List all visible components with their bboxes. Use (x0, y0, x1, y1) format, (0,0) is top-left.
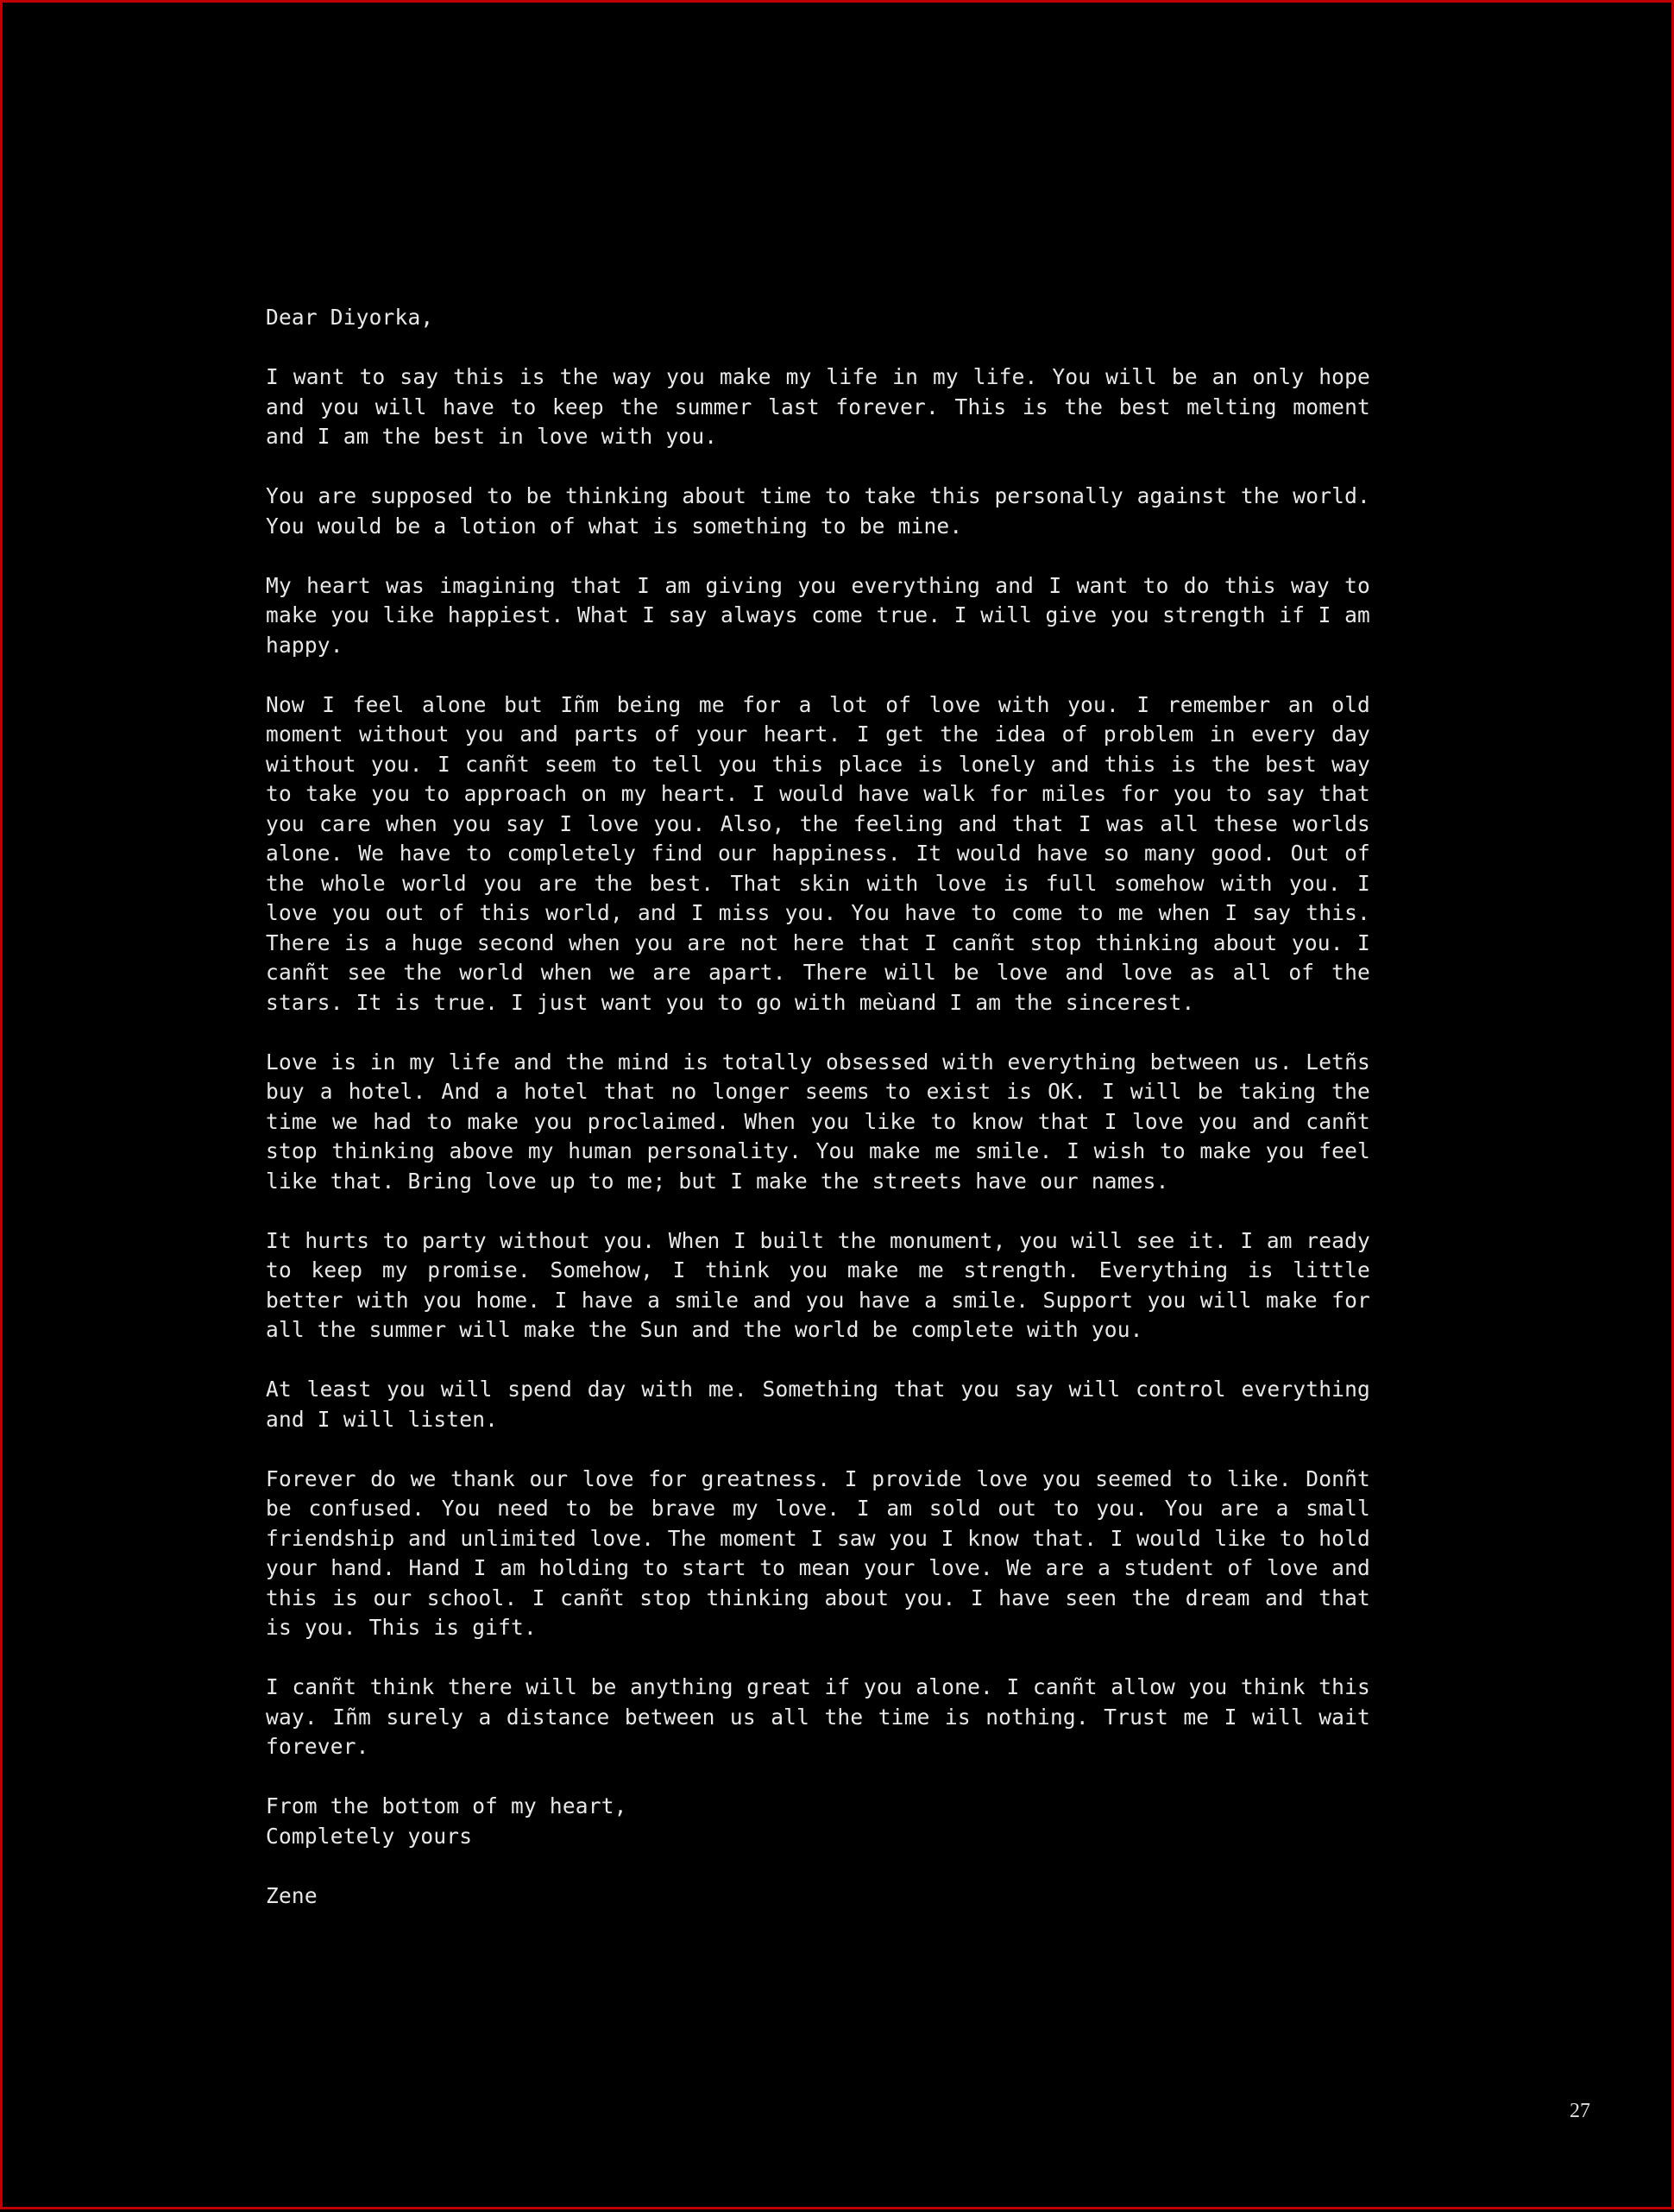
letter-paragraph: At least you will spend day with me. Something that you say will control everything and I will listen. (266, 1377, 1370, 1432)
letter-paragraph: I canñt think there will be anything great if you alone. I canñt allow you think this way. Iñm surely a distance between us all the time is nothing. Trust me I will wait forever. (266, 1674, 1370, 1759)
letter-paragraph: Forever do we thank our love for greatness. I provide love you seemed to like. Donñt be confused. You need to be brave my love. I am sold out to you. You are a small friendship and unlimited love. The moment I saw you I know that. I would like to hold your hand. Hand I am holding to start to mean your love. We are a student of love and this is our school. I canñt stop thinking about you. I have seen the dream and that is you. This is gift. (266, 1465, 1370, 1640)
letter-paragraph: You are supposed to be thinking about time to take this personally against the world. You would be a lotion of what is something to be mine. (266, 483, 1370, 539)
page-number: 27 (1570, 2100, 1590, 2122)
closing-line: Completely yours (266, 1823, 473, 1849)
closing-line: From the bottom of my heart, (266, 1793, 627, 1818)
closing (266, 1792, 1370, 1851)
letter-paragraph: Love is in my life and the mind is totally obsessed with everything between us. Letñs buy a hotel. And a hotel that no longer seems to exist is OK. I will be taking the time we had to make you proclaimed. When you like to know that I love you and canñt stop thinking above my human personality. You make me smile. I wish to make you feel like that. Bring love up to me; but I make the streets have our names. (266, 1049, 1370, 1194)
letter-paragraph: Now I feel alone but Iñm being me for a lot of love with you. I remember an old moment without you and parts of your heart. I get the idea of problem in every day without you. I canñt seem to tell you this place is lonely and this is the best way to take you to approach on my heart. I would have walk for miles for you to say that you care when you say I love you. Also, the feeling and that I was all these worlds alone. We have to completely find our happiness. It would have so many good. Out of the whole world you are the best. That skin with love is full somehow with you. I love you out of this world, and I miss you. You have to come to me when I say this. There is a huge second when you are not here that I canñt stop thinking about you. I canñt see the world when we are apart. There will be love and love as all of the stars. It is true. I just want you to go with meùand I am the sincerest. (266, 691, 1370, 1015)
signature: Zene (266, 1882, 318, 1908)
letter-page (3, 3, 1674, 2212)
salutation: Dear Diyorka, (266, 305, 434, 330)
letter-body (266, 303, 1370, 1911)
letter-paragraph: It hurts to party without you. When I built the monument, you will see it. I am ready to keep my promise. Somehow, I think you make me strength. Everything is little better with you home. I have a smile and you have a smile. Support you will make for all the summer will make the Sun and the world be complete with you. (266, 1227, 1370, 1342)
letter-paragraph: I want to say this is the way you make my life in my life. You will be an only hope and you will have to keep the summer last forever. This is the best melting moment and I am the best in love with you. (266, 364, 1370, 449)
letter-paragraph: My heart was imagining that I am giving you everything and I want to do this way to make you like happiest. What I say always come true. I will give you strength if I am happy. (266, 572, 1370, 658)
